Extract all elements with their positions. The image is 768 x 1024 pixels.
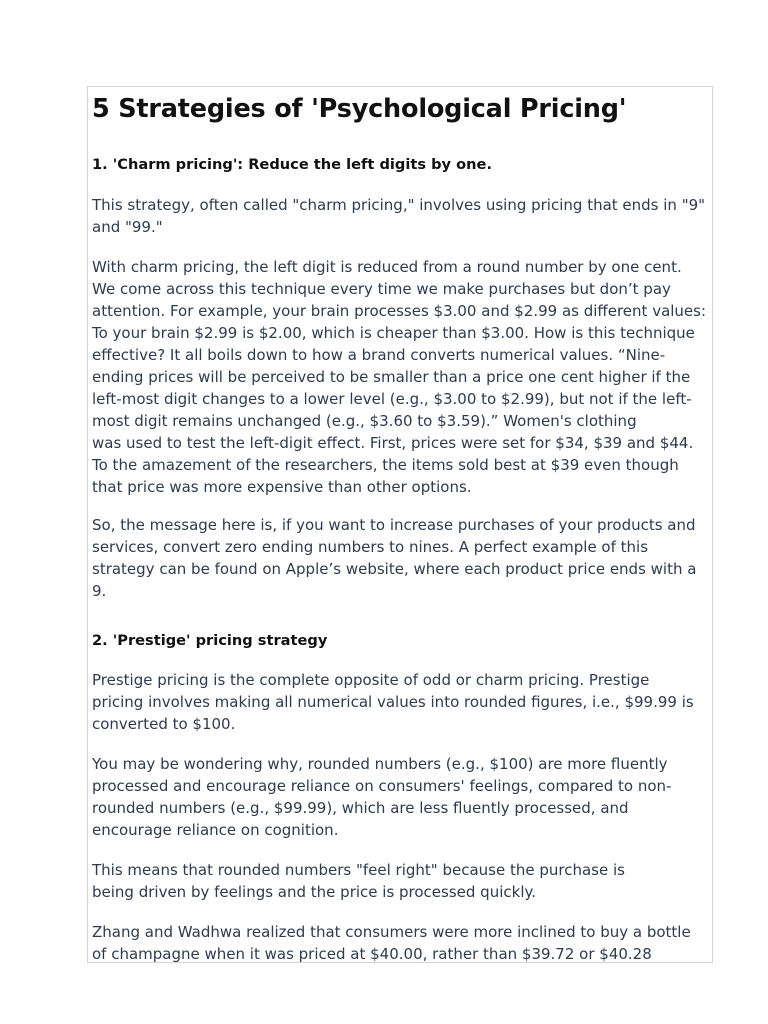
text-line: converted to $100. bbox=[92, 715, 236, 733]
text-line: Prestige pricing is the complete opposite of odd or charm pricing. Prestige bbox=[92, 671, 650, 689]
text-line: To your brain $2.99 is $2.00, which is cheaper than $3.00. How is this technique bbox=[92, 324, 695, 342]
paragraph-prestige-feel-right bbox=[92, 859, 712, 903]
section-heading-prestige-pricing: 2. 'Prestige' pricing strategy bbox=[92, 632, 328, 649]
paragraph-charm-message bbox=[92, 514, 712, 602]
text-line: and "99." bbox=[92, 218, 163, 236]
text-line: left-most digit changes to a lower level (e.g., $3.00 to $2.99), but not if the left- bbox=[92, 390, 692, 408]
text-line: You may be wondering why, rounded numbers (e.g., $100) are more fluently bbox=[92, 755, 668, 773]
page-title: 5 Strategies of 'Psychological Pricing' bbox=[92, 94, 627, 124]
text-line: effective? It all boils down to how a brand converts numerical values. “Nine- bbox=[92, 346, 666, 364]
text-line: most digit remains unchanged (e.g., $3.60 to $3.59).” Women's clothing bbox=[92, 412, 637, 430]
text-line: attention. For example, your brain processes $3.00 and $2.99 as different values: bbox=[92, 302, 707, 320]
text-line: services, convert zero ending numbers to nines. A perfect example of this bbox=[92, 538, 649, 556]
paragraph-prestige-fluency bbox=[92, 753, 712, 841]
text-line: So, the message here is, if you want to increase purchases of your products and bbox=[92, 516, 696, 534]
text-line: With charm pricing, the left digit is reduced from a round number by one cent. bbox=[92, 258, 682, 276]
text-line: This means that rounded numbers "feel right" because the purchase is bbox=[92, 861, 625, 879]
text-line: 9. bbox=[92, 582, 107, 600]
document-page bbox=[87, 86, 713, 963]
text-line: rounded numbers (e.g., $99.99), which are less fluently processed, and bbox=[92, 799, 629, 817]
text-line: pricing involves making all numerical values into rounded figures, i.e., $99.99 is bbox=[92, 693, 694, 711]
text-line: strategy can be found on Apple’s website, where each product price ends with a bbox=[92, 560, 697, 578]
section-heading-charm-pricing: 1. 'Charm pricing': Reduce the left digits by one. bbox=[92, 156, 492, 173]
paragraph-charm-explanation bbox=[92, 256, 712, 498]
text-line: Zhang and Wadhwa realized that consumers were more inclined to buy a bottle bbox=[92, 923, 691, 941]
text-line: processed and encourage reliance on consumers' feelings, compared to non- bbox=[92, 777, 672, 795]
paragraph-prestige-champagne bbox=[92, 921, 712, 963]
text-line: encourage reliance on cognition. bbox=[92, 821, 339, 839]
text-line: being driven by feelings and the price is processed quickly. bbox=[92, 883, 536, 901]
paragraph-prestige-intro bbox=[92, 669, 712, 735]
text-line: was used to test the left-digit effect. First, prices were set for $34, $39 and $44. bbox=[92, 434, 694, 452]
paragraph-charm-intro bbox=[92, 194, 712, 238]
text-line: This strategy, often called "charm pricing," involves using pricing that ends in "9" bbox=[92, 196, 706, 214]
text-line: that price was more expensive than other options. bbox=[92, 478, 472, 496]
text-line: ending prices will be perceived to be smaller than a price one cent higher if the bbox=[92, 368, 691, 386]
text-line: We come across this technique every time we make purchases but don’t pay bbox=[92, 280, 671, 298]
text-line: To the amazement of the researchers, the items sold best at $39 even though bbox=[92, 456, 679, 474]
text-line: of champagne when it was priced at $40.00, rather than $39.72 or $40.28 bbox=[92, 945, 652, 963]
